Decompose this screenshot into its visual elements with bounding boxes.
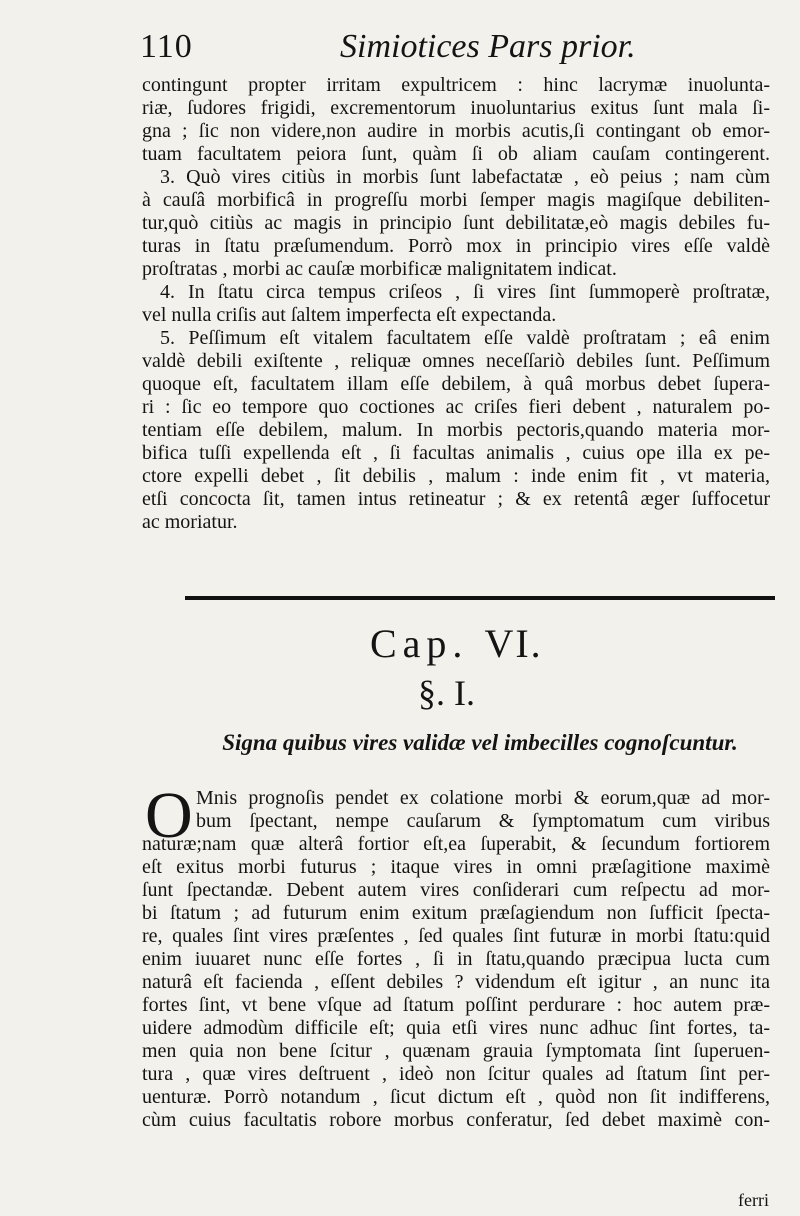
section-heading: §. I. [418, 673, 475, 713]
text-line: re, quales ſint vires præſentes , ſed quales ſint futuræ in morbi ſtatu:quid [142, 925, 770, 947]
text-line: vel nulla criſis aut ſaltem imperfecta eſt expectanda. [142, 304, 557, 326]
text-line: gna ; ſic non videre,non audire in morbis acutis,ſi contingant ob emor- [142, 120, 770, 142]
text-line: 4. In ſtatu circa tempus criſeos , ſi vires ſint ſummoperè proſtratæ, [160, 281, 770, 303]
text-line: naturæ;nam quæ alterâ fortior eſt,ea ſuperabit, & ſecundum fortiorem [142, 833, 770, 855]
text-line: tuam facultatem peiora ſunt, quàm ſi ob aliam cauſam contingerent. [142, 143, 770, 165]
text-line: cùm cuius facultatis robore morbus conferatur, ſed debet maximè con- [142, 1109, 770, 1131]
text-line: men quia non bene ſcitur , quænam grauia ſymptomata ſint ſuperuen- [142, 1040, 770, 1062]
text-line: turas in ſtatu præſumendum. Porrò mox in principio vires eſſe valdè [142, 235, 770, 257]
text-line: Mnis prognoſis pendet ex colatione morbi & eorum,quæ ad mor- [196, 787, 770, 809]
text-line: ctore expelli debet , ſit debilis , malum : inde enim fit , vt materia, [142, 465, 770, 487]
text-line: uidere admodùm difficile eſt; quia etſi vires nunc adhuc ſint fortes, ta- [142, 1017, 770, 1039]
text-line: fortes ſint, vt bene vſque ad ſtatum poſſint perdurare : hoc autem præ- [142, 994, 770, 1016]
text-line: naturâ eſt facienda , eſſent debiles ? videndum eſt igitur , an nunc ita [142, 971, 770, 993]
text-line: ac moriatur. [142, 511, 238, 533]
text-line: quoque eſt, facultatem illam eſſe debilem, à quâ morbus debet ſupera- [142, 373, 770, 395]
body-text-top [142, 74, 770, 534]
text-line: bi ſtatum ; ad futurum enim exitum præſagiendum non ſufficit ſpecta- [142, 902, 770, 924]
text-line: uenturæ. Porrò notandum , ſicut dictum eſt , quòd non ſit indifferens, [142, 1086, 770, 1108]
text-line: eſt exitus morbi futurus ; itaque vires in omni præſagitione maximè [142, 856, 770, 878]
text-line: à cauſâ morbificâ in progreſſu morbi ſemper magis magiſque debiliten- [142, 189, 770, 211]
text-line: ri : ſic eo tempore quo coctiones ac criſes fieri debent , naturalem po- [142, 396, 770, 418]
text-line: proſtratas , morbi ac cauſæ morbificæ malignitatem indicat. [142, 258, 617, 280]
text-line: ſunt ſpectandæ. Debent autem vires conſiderari cum reſpectu ad mor- [142, 879, 770, 901]
text-line: valdè debili exiſtente , reliquæ omnes neceſſariò debiles ſunt. Peſſimum [142, 350, 770, 372]
chapter-subtitle: Signa quibus vires validæ vel imbecilles cognoſcuntur. [222, 730, 738, 755]
page-number: 110 [140, 28, 193, 65]
catchword: ferri [738, 1190, 769, 1210]
chapter-number: VI. [484, 621, 543, 666]
text-line: etſi concocta ſit, tamen intus retineatur ; & ex retentâ æger ſuffocetur [142, 488, 770, 510]
text-line: bifica tuſſi expellenda eſt , ſi facultas animalis , cuius ope illa ex pe- [142, 442, 770, 464]
text-line: riæ, ſudores frigidi, excrementorum inuoluntarius exitus ſunt mala ſi- [142, 97, 770, 119]
text-line: tentiam eſſe debilem, malum. In morbis pectoris,quando materia mor- [142, 419, 770, 441]
text-line: tur,quò citiùs ac magis in principio ſunt debilitatæ,eò magis debiles fu- [142, 212, 770, 234]
drop-cap: O [145, 779, 193, 852]
text-line: contingunt propter irritam expultricem : hinc lacrymæ inuolunta- [142, 74, 770, 96]
chapter-label: Cap. [370, 621, 469, 666]
chapter-heading [370, 620, 543, 667]
text-line: bum ſpectant, nempe cauſarum & ſymptomatum cum viribus [196, 810, 770, 832]
running-title: Simiotices Pars prior. [340, 28, 636, 65]
running-header [140, 20, 770, 70]
text-line: enim iuuaret nunc eſſe fortes , ſi in ſtatu,quando præcipua lucta cum [142, 948, 770, 970]
text-line: 5. Peſſimum eſt vitalem facultatem eſſe valdè proſtratam ; eâ enim [160, 327, 770, 349]
body-text-bottom [142, 779, 770, 1132]
text-line: 3. Quò vires citiùs in morbis ſunt labefactatæ , eò peius ; nam cùm [160, 166, 770, 188]
chapter-divider-rule [185, 596, 775, 600]
text-line: tura , quæ vires deſtruent , ideò non ſcitur quales ad ſtatum ſint per- [142, 1063, 770, 1085]
